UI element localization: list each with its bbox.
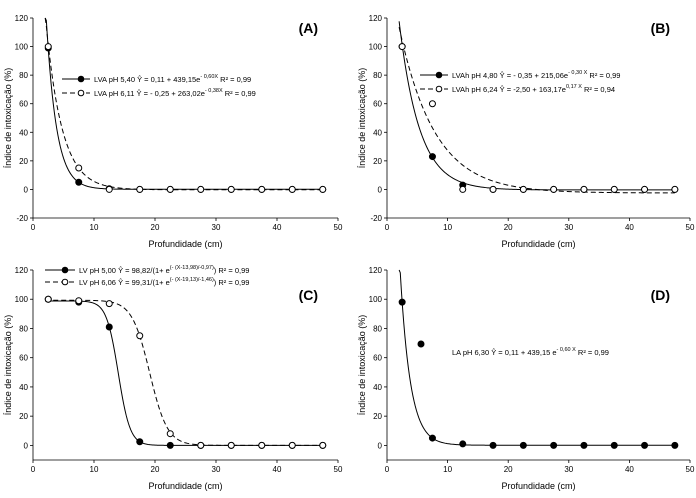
data-point-series-1	[611, 442, 617, 448]
legend-entry	[420, 70, 620, 80]
legend-text: LVA pH 6,11 Ŷ = - $0,25 + 263,02e^{- 0,38X}$ R² = 0,99	[94, 88, 256, 98]
data-point-series-2	[581, 186, 587, 192]
y-tick-label: 40	[373, 382, 382, 392]
fit-curve-series-1	[45, 301, 323, 445]
x-tick-label: 10	[89, 223, 99, 232]
fit-curve-series-1	[45, 18, 323, 189]
y-tick-label: -20	[370, 214, 382, 223]
data-point-series-1	[167, 442, 173, 448]
data-point-series-2	[45, 44, 51, 50]
y-tick-label: 0	[377, 441, 382, 451]
data-point-series-2	[399, 44, 405, 50]
y-tick-label: 120	[14, 14, 28, 23]
x-tick-label: 0	[30, 223, 36, 232]
data-point-series-2	[611, 186, 617, 192]
data-point-series-2	[137, 333, 143, 339]
y-tick-label: 20	[19, 156, 28, 166]
data-point-series-1	[520, 442, 526, 448]
x-tick-label: 30	[211, 465, 221, 474]
y-tick-label: 80	[19, 71, 28, 81]
legend-entry	[418, 341, 609, 357]
data-point-series-1	[399, 299, 405, 305]
y-tick-label: 80	[373, 71, 382, 81]
axis-frame	[387, 270, 690, 460]
y-tick-label: 120	[14, 266, 28, 275]
data-point-series-2	[106, 301, 112, 307]
x-tick-label: 0	[384, 465, 390, 474]
legend-marker	[78, 76, 84, 82]
data-point-series-2	[259, 442, 265, 448]
data-point-series-2	[429, 101, 435, 107]
data-point-series-2	[137, 186, 143, 192]
x-axis-label: Profundidade (cm)	[148, 481, 223, 491]
x-tick-label: 40	[272, 223, 282, 232]
data-point-series-1	[551, 442, 557, 448]
chart-panel-1	[3, 14, 343, 249]
y-tick-label: 100	[368, 42, 382, 52]
data-point-series-2	[320, 186, 326, 192]
panel-label: (C)	[298, 287, 318, 303]
legend-marker	[78, 90, 84, 96]
legend-marker	[418, 341, 424, 347]
y-tick-label: 120	[368, 266, 382, 275]
data-point-series-2	[167, 431, 173, 437]
data-point-series-2	[289, 442, 295, 448]
x-tick-label: 10	[89, 465, 99, 474]
data-point-series-2	[198, 186, 204, 192]
data-point-series-1	[642, 442, 648, 448]
x-tick-label: 30	[211, 223, 221, 232]
chart-panel-2	[357, 14, 695, 249]
x-tick-label: 10	[443, 223, 453, 232]
chart-panel-4	[357, 266, 695, 491]
y-tick-label: 80	[19, 324, 28, 334]
legend-entry	[45, 265, 249, 275]
data-point-series-2	[672, 186, 678, 192]
y-tick-label: 20	[373, 156, 382, 166]
data-point-series-2	[289, 186, 295, 192]
legend-entry	[62, 88, 256, 98]
legend-entry	[420, 84, 615, 94]
y-tick-label: 40	[19, 382, 28, 392]
legend-text: LV pH 6,06 Ŷ = $99,31/(1+ e^{(- (X-19,13)/-1,46)})$ R² = 0,99	[79, 277, 250, 287]
legend-marker	[436, 72, 442, 78]
y-tick-label: 40	[373, 128, 382, 138]
x-tick-label: 20	[503, 223, 513, 232]
fit-curve-series-1	[399, 21, 675, 190]
data-point-series-1	[672, 442, 678, 448]
x-axis-label: Profundidade (cm)	[501, 481, 576, 491]
y-tick-label: 40	[19, 128, 28, 138]
chart-panel-3	[3, 265, 343, 491]
data-point-series-2	[45, 296, 51, 302]
fit-curve-series-2	[45, 18, 323, 190]
x-tick-label: 40	[624, 223, 634, 232]
x-tick-label: 50	[333, 223, 343, 232]
y-tick-label: 100	[368, 295, 382, 305]
y-tick-label: 60	[373, 99, 382, 109]
y-tick-label: 0	[23, 185, 28, 195]
legend-marker	[436, 86, 442, 92]
y-tick-label: 60	[19, 99, 28, 109]
y-axis-label: Índice de intoxicação (%)	[3, 67, 13, 169]
y-tick-label: 100	[14, 42, 28, 52]
y-axis-label: Índice de intoxicação (%)	[357, 314, 367, 416]
x-tick-label: 30	[564, 223, 574, 232]
data-point-series-2	[490, 186, 496, 192]
legend-text: LA pH 6,30 Ŷ = 0,11 + 439,15 $e^{- 0,60 X}$ R² = 0,99	[452, 347, 609, 357]
data-point-series-2	[228, 442, 234, 448]
y-tick-label: 120	[368, 14, 382, 23]
panel-label: (A)	[298, 20, 318, 36]
legend-text: LVAh pH 6,24 Ŷ = $-2,50 + 163,17e^{0,17 X}$ R² = 0,94	[452, 84, 616, 94]
data-point-series-1	[429, 435, 435, 441]
y-tick-label: 60	[19, 353, 28, 363]
data-point-series-2	[76, 298, 82, 304]
data-point-series-1	[106, 324, 112, 330]
data-point-series-1	[460, 441, 466, 447]
y-tick-label: 20	[373, 412, 382, 422]
data-point-series-2	[642, 186, 648, 192]
data-point-series-1	[137, 439, 143, 445]
x-tick-label: 10	[443, 465, 453, 474]
legend-text: LVA pH 5,40 Ŷ = $0,11 + 439,15e^{- 0,60X}$ R² = 0,99	[94, 74, 252, 84]
data-point-series-1	[429, 154, 435, 160]
data-point-series-2	[259, 186, 265, 192]
x-tick-label: 0	[384, 223, 390, 232]
data-point-series-2	[228, 186, 234, 192]
legend-text: LV pH 5,00 Ŷ = $98,82/(1+ e^{(- (X-13,98)/-0,97)})$ R² = 0,99	[79, 265, 250, 275]
x-tick-label: 50	[685, 465, 695, 474]
x-tick-label: 50	[333, 465, 343, 474]
data-point-series-1	[76, 179, 82, 185]
y-tick-label: 100	[14, 295, 28, 305]
data-point-series-2	[551, 186, 557, 192]
data-point-series-1	[581, 442, 587, 448]
x-tick-label: 30	[564, 465, 574, 474]
panel-label: (D)	[650, 287, 670, 303]
x-tick-label: 40	[624, 465, 634, 474]
x-tick-label: 0	[30, 465, 36, 474]
data-point-series-2	[106, 186, 112, 192]
y-tick-label: 0	[377, 185, 382, 195]
data-point-series-2	[520, 186, 526, 192]
x-tick-label: 20	[150, 465, 160, 474]
y-axis-label: Índice de intoxicação (%)	[357, 67, 367, 169]
legend-marker	[62, 279, 68, 285]
data-point-series-1	[490, 442, 496, 448]
legend-text: LVAh pH 4,80 Ŷ = - $0,35 + 215,06e^{- 0,30 X}$ R² = 0,99	[452, 70, 621, 80]
x-axis-label: Profundidade (cm)	[501, 239, 576, 249]
data-point-series-2	[167, 186, 173, 192]
data-point-series-2	[460, 186, 466, 192]
y-axis-label: Índice de intoxicação (%)	[3, 314, 13, 416]
x-tick-label: 20	[150, 223, 160, 232]
x-axis-label: Profundidade (cm)	[148, 239, 223, 249]
data-point-series-2	[198, 442, 204, 448]
y-tick-label: 0	[23, 441, 28, 451]
y-tick-label: 20	[19, 412, 28, 422]
data-point-series-2	[76, 165, 82, 171]
data-point-series-2	[320, 442, 326, 448]
fit-curve-series-1	[399, 270, 675, 445]
x-tick-label: 40	[272, 465, 282, 474]
panel-label: (B)	[650, 20, 670, 36]
legend-marker	[62, 267, 68, 273]
y-tick-label: -20	[16, 214, 28, 223]
x-tick-label: 20	[503, 465, 513, 474]
legend-entry	[62, 74, 251, 84]
y-tick-label: 60	[373, 353, 382, 363]
fit-curve-series-2	[45, 300, 323, 445]
legend-entry	[45, 277, 249, 287]
x-tick-label: 50	[685, 223, 695, 232]
y-tick-label: 80	[373, 324, 382, 334]
